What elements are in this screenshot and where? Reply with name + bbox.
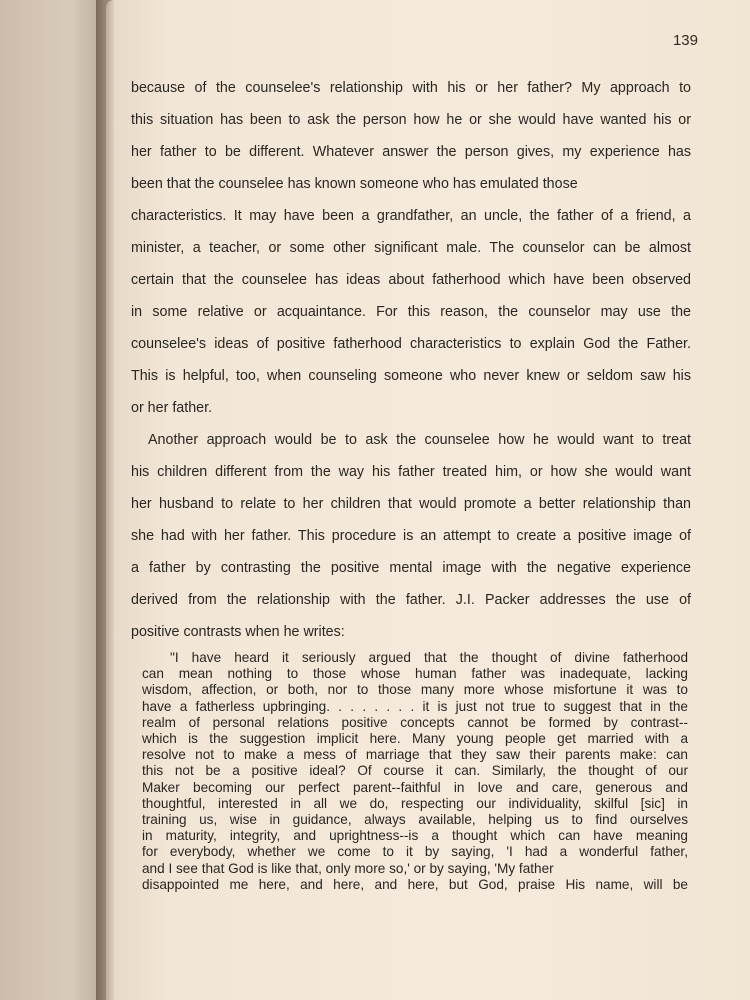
paragraph-2-line: Another approach would be to ask the counselee how he would want to treat: [148, 432, 691, 448]
book-gutter: [96, 0, 114, 1000]
paragraph-2-line: her husband to relate to her children that would promote a better relationship than: [131, 496, 691, 512]
quote-line: training us, wise in guidance, always available, helping us to find ourselves: [142, 812, 688, 828]
quote-line: for everybody, whether we come to it by saying, 'I had a wonderful father,: [142, 844, 688, 860]
quote-line: can mean nothing to those whose human father was inadequate, lacking: [142, 666, 688, 682]
paragraph-1-line: because of the counselee's relationship with his or her father? My approach to: [131, 80, 691, 96]
quote-line: which is the suggestion implicit here. Many young people get married with a: [142, 731, 688, 747]
paragraph-2-line: a father by contrasting the positive mental image with the negative experience: [131, 560, 691, 576]
paragraph-1-line: This is helpful, too, when counseling someone who never knew or seldom saw his: [131, 368, 691, 384]
block-quote: [142, 650, 688, 893]
quote-line: disappointed me here, and here, and here, but God, praise His name, will be: [142, 876, 688, 892]
paragraph-1-line: her father to be different. Whatever answer the person gives, my experience has: [131, 144, 691, 160]
quote-line: wisdom, affection, or both, nor to those many more whose misfortune it was to: [142, 682, 688, 698]
paragraph-1-line: counselee's ideas of positive fatherhood characteristics to explain God the Father.: [131, 336, 691, 352]
quote-line: resolve not to make a mess of marriage that they saw their parents make: can: [142, 747, 688, 763]
paragraph-1-line: or her father.: [131, 400, 213, 416]
quote-line: "I have heard it seriously argued that the thought of divine fatherhood: [170, 650, 688, 665]
paragraph-1-line: been that the counselee has known someone who has emulated those: [131, 176, 578, 192]
quote-line: and I see that God is like that, only more so,' or by saying, 'My father: [142, 860, 554, 876]
quote-line: realm of personal relations positive concepts cannot be formed by contrast--: [142, 714, 688, 730]
paragraph-1-line: characteristics. It may have been a grandfather, an uncle, the father of a friend, a: [131, 208, 691, 224]
paragraph-1-line: certain that the counselee has ideas about fatherhood which have been observed: [131, 272, 691, 288]
paragraph-2-line: she had with her father. This procedure is an attempt to create a positive image of: [131, 528, 691, 544]
paragraph-2-line: his children different from the way his father treated him, or how she would want: [131, 464, 691, 480]
quote-line: Maker becoming our perfect parent--faithful in love and care, generous and: [142, 779, 688, 795]
body-text: [131, 72, 691, 648]
quote-line: this not be a positive ideal? Of course it can. Similarly, the thought of our: [142, 763, 688, 779]
quote-line: thoughtful, interested in all we do, respecting our individuality, skilful [sic] in: [142, 795, 688, 811]
paragraph-1-line: this situation has been to ask the person how he or she would have wanted his or: [131, 112, 691, 128]
paragraph-2-line: derived from the relationship with the father. J.I. Packer addresses the use of: [131, 592, 691, 608]
quote-line: have a fatherless upbringing. . . . . . . . it is just not true to suggest that in the: [142, 698, 688, 714]
page-number: 139: [672, 32, 698, 49]
paragraph-2-line: positive contrasts when he writes:: [131, 624, 345, 640]
paragraph-1-line: minister, a teacher, or some other significant male. The counselor can be almost: [131, 240, 691, 256]
paragraph-1-line: in some relative or acquaintance. For this reason, the counselor may use the: [131, 304, 691, 320]
quote-line: in maturity, integrity, and uprightness--is a thought which can have meaning: [142, 828, 688, 844]
